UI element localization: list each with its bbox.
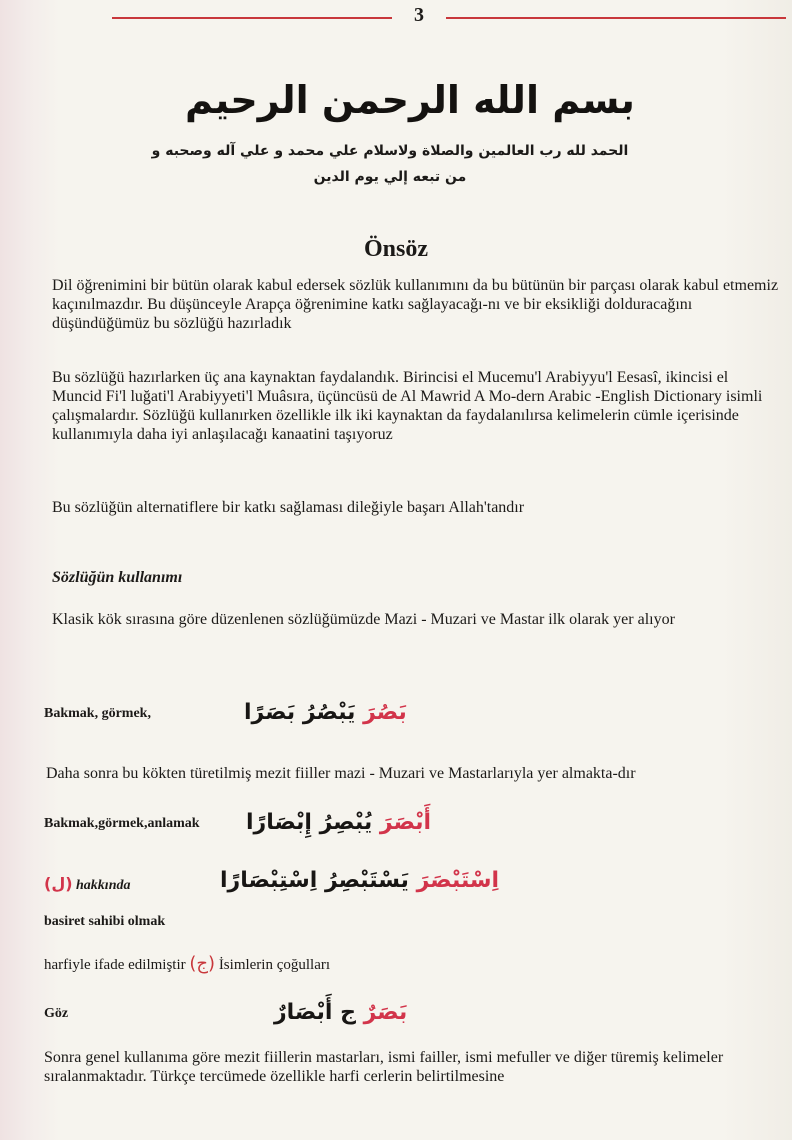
example-bakmak-label: Bakmak, görmek, xyxy=(44,706,151,721)
example-bakmak-arabic-black: يَبْصُرُ بَصَرًا xyxy=(244,700,356,725)
example-absara xyxy=(44,810,564,840)
header-rule-right xyxy=(446,17,786,19)
page-number: 3 xyxy=(414,4,424,26)
header-rule-left xyxy=(112,17,392,19)
example-absara-arabic xyxy=(246,810,431,835)
hamd-line-1: الحمد لله رب العالمين والصلاة ولاسلام علي محمد و علي آله وصحبه و xyxy=(151,143,629,159)
example-goz-arabic-black: ج أَبْصَارٌ xyxy=(274,1000,356,1025)
example-goz xyxy=(44,1000,524,1030)
example-goz-arabic-red: بَصَرٌ xyxy=(363,1000,408,1025)
page-title: Önsöz xyxy=(363,236,428,262)
closing-text: Sonra genel kullanıma göre mezit fiillerin mastarları, ismi failler, ismi mefuller ve diğer türemiş kelimeler sıralanmaktadır. Türkçe tercümede özellikle harfi cerlerin belirtilmesine xyxy=(44,1049,724,1085)
example-istabsara-harf: (ل) xyxy=(44,874,73,893)
example-bakmak xyxy=(44,700,544,730)
example-istabsara-arabic-black: يَسْتَبْصِرُ اِسْتِبْصَارًا xyxy=(220,868,409,893)
usage-heading: Sözlüğün kullanımı xyxy=(52,569,183,586)
example-absara-arabic-red: أَبْصَرَ xyxy=(379,810,432,835)
hamd-line-2: من تبعه إلي يوم الدين xyxy=(313,169,467,185)
example-istabsara-label xyxy=(44,874,130,894)
paragraph-3: Bu sözlüğün alternatiflere bir katkı sağlaması dileğiyle başarı Allah'tandır xyxy=(52,499,525,516)
example-istabsara xyxy=(44,868,604,898)
harf-note-glyph: (ج) xyxy=(189,953,216,974)
example-istabsara-arabic xyxy=(220,868,499,893)
example-goz-arabic xyxy=(274,1000,407,1025)
example-absara-arabic-black: يُبْصِرُ إِبْصَارًا xyxy=(246,810,373,835)
example-absara-label: Bakmak,görmek,anlamak xyxy=(44,816,200,831)
example-istabsara-hakkinda: hakkında xyxy=(76,878,131,893)
harf-note-after: İsimlerin çoğulları xyxy=(218,957,331,973)
example-istabsara-meaning: basiret sahibi olmak xyxy=(44,914,166,929)
example-istabsara-arabic-red: اِسْتَبْصَرَ xyxy=(416,868,500,893)
usage-text: Klasik kök sırasına göre düzenlenen sözlüğümüzde Mazi - Muzari ve Mastar ilk olarak yer alıyor xyxy=(52,611,675,628)
hamd-text xyxy=(130,138,650,190)
paragraph-2: Bu sözlüğü hazırlarken üç ana kaynaktan faydalandık. Birincisi el Mucemu'l Arabiyyu'l Eesasî, ikincisi el Muncid Fi'l luğati'l Arabiyyeti'l Muâsıra, üçüncüsü de Al Mawrid A Mo-dern Arabic -English Dictionary isimli çalışmalardır. Sözlüğü kullanırken özellikle ilk iki kaynaktan da faydalanılırsa kelimelerin cümle içerisinde kullanımıyla daha iyi anlaşılacağı kanaatini taşıyoruz xyxy=(52,369,763,443)
paragraph-1: Dil öğrenimini bir bütün olarak kabul edersek sözlük kullanımını da bu bütünün bir parçası olarak kabul etmemiz kaçınılmazdır. Bu düşünceyle Arapça öğrenimine katkı sağlayacağı-nı ve bir eksikliği dolduracağını düşündüğümüz bu sözlüğü hazırladık xyxy=(52,277,779,332)
example-bakmak-arabic-red: بَصُرَ xyxy=(363,700,407,725)
basmala: بسم الله الرحمن الرحيم xyxy=(185,78,635,122)
example-goz-label: Göz xyxy=(44,1006,69,1021)
derived-text: Daha sonra bu kökten türetilmiş mezit fiiller mazi - Muzari ve Mastarlarıyla yer almakta-dır xyxy=(46,765,636,782)
example-bakmak-arabic xyxy=(244,700,407,725)
harf-note-before: harfiyle ifade edilmiştir xyxy=(44,957,186,973)
harf-note xyxy=(44,953,330,974)
